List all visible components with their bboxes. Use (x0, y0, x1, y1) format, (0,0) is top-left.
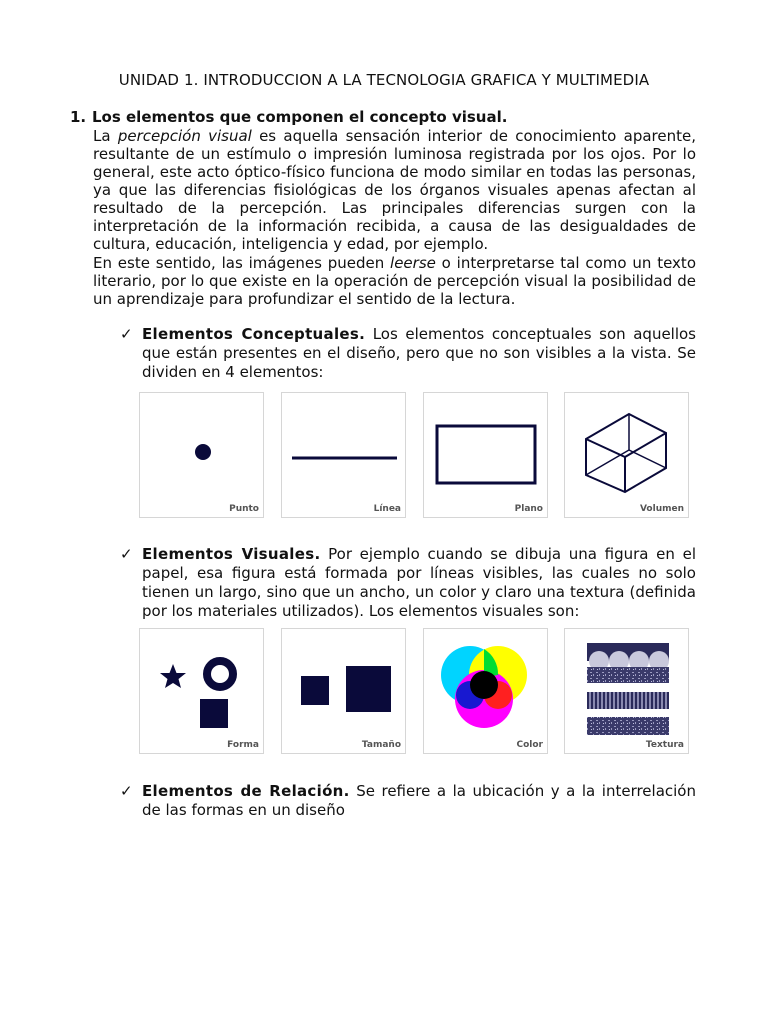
bullet-text: Se refiere a la ubicación y a la interrelación de las formas en un diseño (142, 782, 696, 819)
intro-text: En este sentido, las imágenes pueden (93, 254, 391, 272)
bullet-visual (120, 545, 696, 621)
figure-forma (139, 628, 264, 754)
size-icon (282, 629, 407, 755)
bullet-label: Elementos Visuales. (142, 545, 321, 563)
intro-text: es aquella sensación interior de conocimiento aparente, resultante de un estímulo o impresión luminosa registrada por los ojos. Por lo general, este acto óptico-físico funciona de modo similar en todas las personas, ya que las diferencias fisiológicas de los órganos visuales apenas afectan al resultado de la percepción. Las principales diferencias surgen con la interpretación de la información recibida, a causa de las desigualdades de cultura, educación, inteligencia y edad, por ejemplo. (93, 127, 696, 253)
figure-caption: Punto (229, 504, 259, 514)
bullet-relation (120, 782, 696, 820)
color-wheel-icon (424, 629, 549, 755)
figure-color (423, 628, 548, 754)
figure-caption: Forma (227, 740, 259, 750)
figure-plano (423, 392, 548, 518)
figures-conceptual (139, 392, 691, 520)
figure-tamano (281, 628, 406, 754)
document-title: UNIDAD 1. INTRODUCCION A LA TECNOLOGIA GRAFICA Y MULTIMEDIA (118, 71, 650, 89)
figure-volumen (564, 392, 689, 518)
figures-visual (139, 628, 691, 756)
figure-linea (281, 392, 406, 518)
bullet-text: Por ejemplo cuando se dibuja una figura en el papel, esa figura está formada por líneas visibles, las cuales no solo tienen un largo, sino que un ancho, un color y claro una textura (definida por los materiales utilizados). Los elementos visuales son: (142, 545, 696, 620)
point-icon (140, 393, 265, 519)
intro-emphasis: percepción visual (117, 127, 252, 145)
figure-caption: Volumen (639, 504, 684, 514)
intro-paragraph-1 (93, 127, 696, 253)
bullet-label: Elementos Conceptuales. (142, 325, 366, 343)
section-heading (70, 108, 507, 126)
texture-icon (565, 629, 690, 755)
line-icon (282, 393, 407, 519)
check-icon: ✓ (120, 325, 133, 343)
intro-emphasis: leerse (390, 254, 436, 272)
figure-caption: Línea (373, 504, 401, 514)
figure-caption: Tamaño (361, 740, 401, 750)
bullet-conceptual (120, 325, 696, 382)
intro-text: La (93, 127, 118, 145)
shapes-icon (140, 629, 265, 755)
section-heading-text: Los elementos que componen el concepto visual. (92, 108, 508, 126)
plane-icon (424, 393, 549, 519)
section-number: 1. (70, 108, 87, 126)
figure-caption: Textura (645, 740, 684, 750)
figure-textura (564, 628, 689, 754)
intro-paragraph-2 (93, 254, 696, 308)
bullet-label: Elementos de Relación. (142, 782, 350, 800)
bullet-text: Los elementos conceptuales son aquellos que están presentes en el diseño, pero que no son visibles a la vista. Se dividen en 4 elementos: (142, 325, 697, 381)
figure-caption: Plano (514, 504, 543, 514)
figure-caption: Color (516, 740, 543, 750)
check-icon: ✓ (120, 545, 133, 563)
cube-icon (565, 393, 690, 519)
intro-text: o interpretarse tal como un texto literario, por lo que existe en la operación de percepción visual la posibilidad de un aprendizaje para profundizar el sentido de la lectura. (93, 254, 696, 308)
check-icon: ✓ (120, 782, 133, 800)
figure-punto (139, 392, 264, 518)
